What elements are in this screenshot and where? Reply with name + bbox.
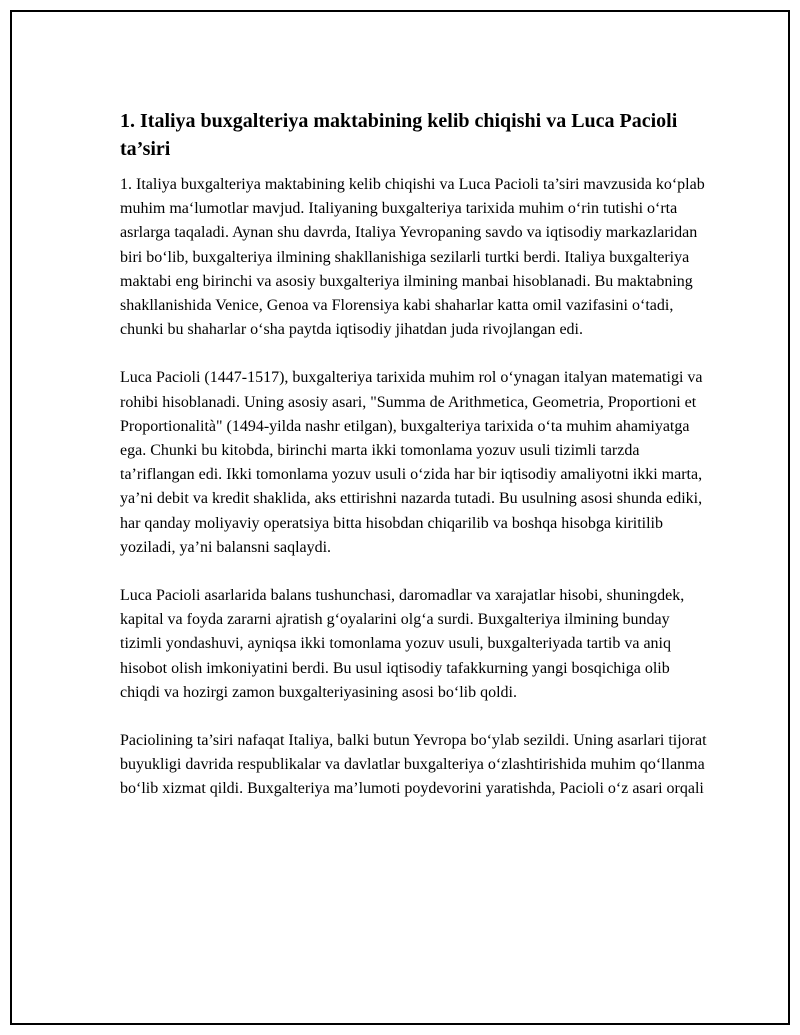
document-title: 1. Italiya buxgalteriya maktabining kelib chiqishi va Luca Pacioli ta’siri (120, 110, 678, 160)
paragraph-spacer (120, 705, 710, 729)
page-frame (10, 10, 790, 1025)
paragraph-spacer (120, 560, 710, 584)
paragraph-pacioli: Luca Pacioli (1447-1517), buxgalteriya tarixida muhim rol o‘ynagan italyan matematigi va rohibi hisoblanadi. Uning asosiy asari, "Summa de Arithmetica, Geometria, Proportioni et Proportionalità" (1494-yilda nashr etilgan), buxgalteriya tarixida o‘ta muhim ahamiyatga ega. Chunki bu kitobda, birinchi marta ikki tomonlama yozuv usuli tizimli tarzda ta’riflangan edi. Ikki tomonlama yozuv usuli o‘zida har bir iqtisodiy amaliyotni ikki marta, ya’ni debit va kredit shaklida, aks ettirishni nazarda tutadi. Bu usulning asosi shunda ediki, har qanday moliyaviy operatsiya bitta hisobdan chiqarilib va boshqa hisobga kiritilib yoziladi, ya’ni balansni saqlaydi. (120, 369, 703, 556)
document-body (120, 107, 710, 802)
paragraph-influence: Paciolining ta’siri nafaqat Italiya, balki butun Yevropa bo‘ylab sezildi. Uning asarlari tijorat buyukligi davrida respublikalar va davlatlar buxgalteriya o‘zlashtirishida muhim qo‘llanma bo‘lib xizmat qildi. Buxgalteriya ma’lumoti poydevorini yaratishda, Pacioli o‘z asari orqali (120, 732, 707, 798)
paragraph-origins: 1. Italiya buxgalteriya maktabining kelib chiqishi va Luca Pacioli ta’siri mavzusida ko‘plab muhim ma‘lumotlar mavjud. Italiyaning buxgalteriya tarixida muhim o‘rin tutishi o‘rta asrlarga taqaladi. Aynan shu davrda, Italiya Yevropaning savdo va iqtisodiy markazlaridan biri bo‘lib, buxgalteriya ilmining shakllanishiga sezilarli turtki berdi. Italiya buxgalteriya maktabi eng birinchi va asosiy buxgalteriya ilmining manbai hisoblanadi. Bu maktabning shakllanishida Venice, Genoa va Florensiya kabi shaharlar katta omil vazifasini o‘tadi, chunki bu shaharlar o‘sha paytda iqtisodiy jihatdan juda rivojlangan edi. (120, 176, 705, 339)
title-spacer (120, 163, 710, 173)
paragraph-concepts: Luca Pacioli asarlarida balans tushunchasi, daromadlar va xarajatlar hisobi, shuningdek, kapital va foyda zararni ajratish g‘oyalarini olg‘a surdi. Buxgalteriya ilmining bunday tizimli yondashuvi, ayniqsa ikki tomonlama yozuv usuli, buxgalteriyada tartib va aniq hisobot olish imkoniyatini berdi. Bu usul iqtisodiy tafakkurning yangi bosqichiga olib chiqdi va hozirgi zamon buxgalteriyasining asosi bo‘lib qoldi. (120, 587, 685, 701)
paragraph-spacer (120, 342, 710, 366)
